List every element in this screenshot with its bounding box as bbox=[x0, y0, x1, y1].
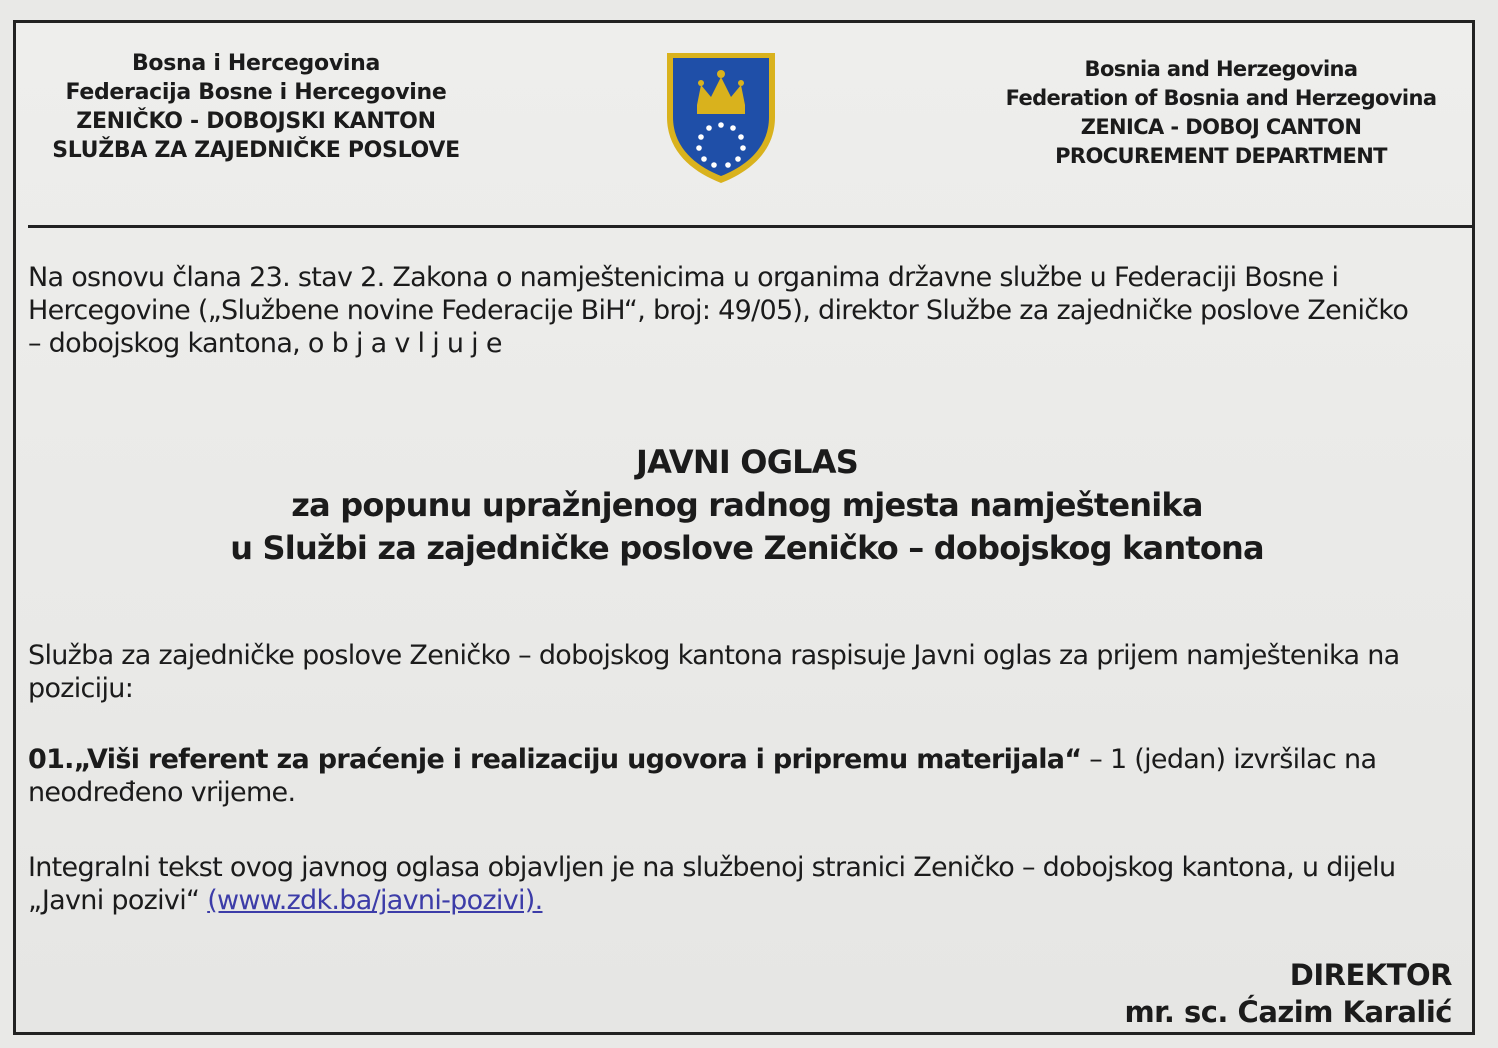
signature-name: mr. sc. Ćazim Karalić bbox=[1124, 995, 1452, 1029]
title-line: za popunu upražnjenog radnog mjesta namještenika bbox=[291, 486, 1203, 524]
header-left-line: Federacija Bosne i Hercegovine bbox=[65, 80, 447, 105]
integral-text-paragraph bbox=[28, 851, 1448, 917]
header-right-line: Federation of Bosnia and Herzegovina bbox=[1005, 86, 1437, 110]
javni-pozivi-link[interactable]: (www.zdk.ba/javni-pozivi). bbox=[207, 885, 543, 916]
title-line: u Službi za zajedničke poslove Zeničko – dobojskog kantona bbox=[230, 529, 1264, 567]
signature-block bbox=[1124, 957, 1452, 1031]
header-left-line: Bosna i Hercegovina bbox=[131, 51, 381, 76]
announcement-paragraph: Služba za zajedničke poslove Zeničko – dobojskog kantona raspisuje Javni oglas za prijem namještenika na poziciju: bbox=[28, 640, 1400, 704]
canton-coat-of-arms-icon bbox=[661, 47, 781, 187]
position-detail: – 1 (jedan) izvršilac na neodređeno vrijeme. bbox=[28, 744, 1377, 808]
position-paragraph bbox=[28, 743, 1448, 809]
header-right bbox=[966, 55, 1476, 171]
header-left-line: SLUŽBA ZA ZAJEDNIČKE POSLOVE bbox=[52, 138, 460, 163]
integral-text: Integralni tekst ovog javnog oglasa objavljen je na službenoj stranici Zeničko – dobojskog kantona, u dijelu „Javni pozivi“ bbox=[28, 852, 1396, 916]
header-left bbox=[36, 49, 476, 165]
intro-paragraph: Na osnovu člana 23. stav 2. Zakona o namještenicima u organima državne službe u Federaciji Bosne i Hercegovine („Službene novine Federacije BiH“, broj: 49/05), direktor Službe za zajedničke poslove Zeničko – dobojskog kantona, o b j a v l j u j e bbox=[28, 262, 1409, 359]
signature-role: DIREKTOR bbox=[1289, 958, 1452, 992]
notice-frame bbox=[13, 20, 1475, 1035]
header-right-line: ZENICA - DOBOJ CANTON bbox=[1080, 115, 1362, 139]
title-line: JAVNI OGLAS bbox=[636, 443, 858, 481]
position-title: 01.„Viši referent za praćenje i realizaciju ugovora i pripremu materijala“ bbox=[28, 744, 1082, 775]
header-right-line: Bosnia and Herzegovina bbox=[1084, 57, 1358, 81]
header-left-line: ZENIČKO - DOBOJSKI KANTON bbox=[76, 109, 436, 134]
header-divider bbox=[28, 225, 1472, 228]
header-right-line: PROCUREMENT DEPARTMENT bbox=[1055, 144, 1387, 168]
notice-title bbox=[16, 441, 1478, 570]
